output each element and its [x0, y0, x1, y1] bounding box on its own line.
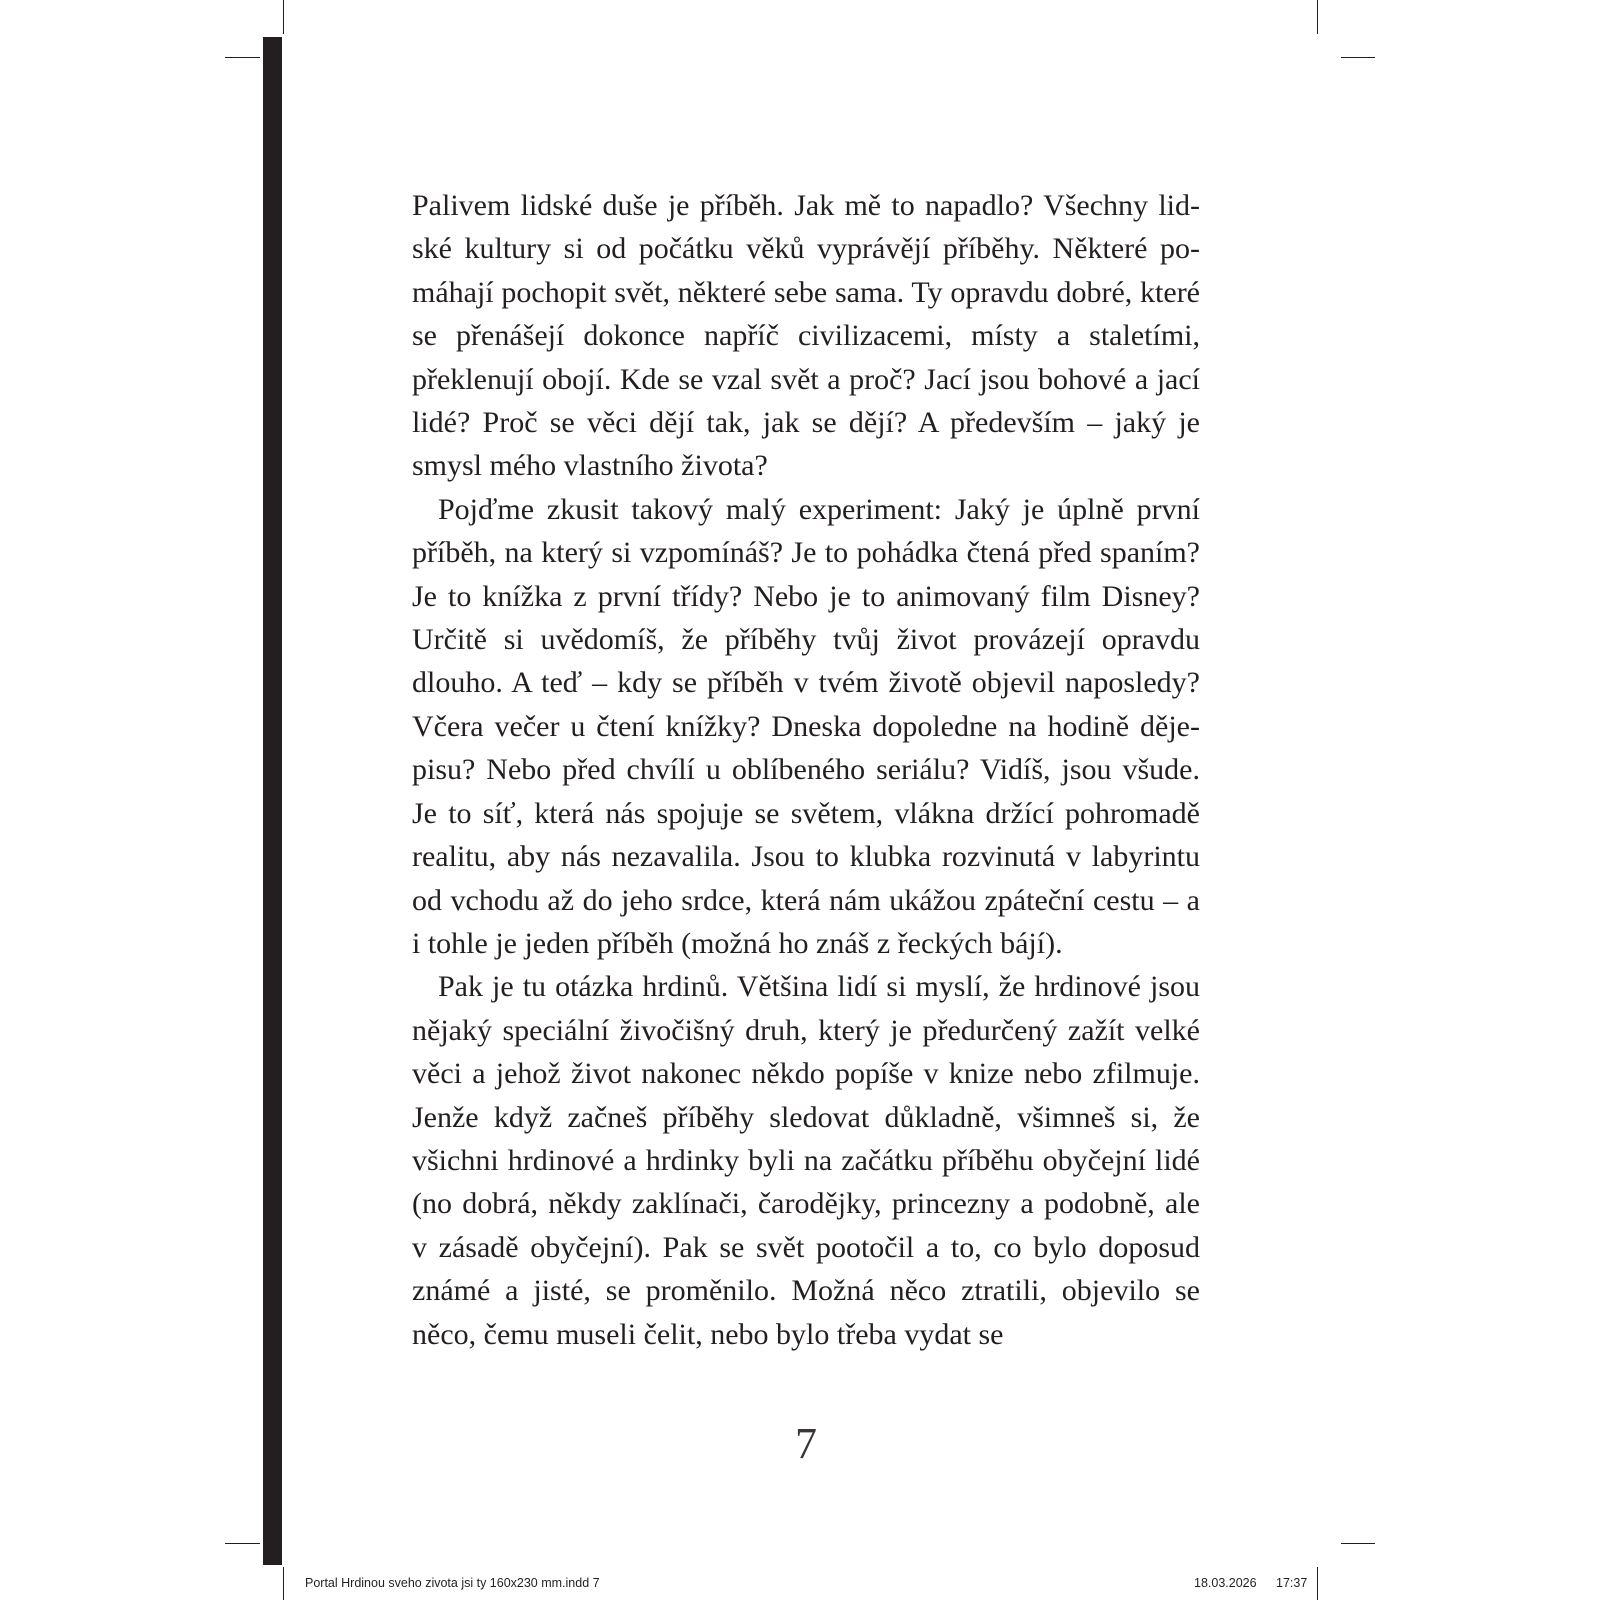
- body-text: [412, 184, 1200, 1356]
- crop-mark-top-left-vertical: [283, 0, 284, 34]
- paragraph-2: Pojďme zkusit takový malý experiment: Jaký je úplně první příběh, na který si vzpomínáš? Je to pohádka čtená před spaním? Je to knížka z první třídy? Nebo je to animovaný film Disney? Určitě si uvědomíš, že příběhy tvůj život provázejí opravdu dlouho. A teď – kdy se příběh v tvém životě objevil naposledy? Včera večer u čtení knížky? Dneska dopoledne na hodině dějepisu? Nebo před chvílí u oblíbeného seriálu? Vidíš, jsou všude. Je to síť, která nás spojuje se světem, vlákna držící pohromadě realitu, aby nás nezavalila. Jsou to klubka rozvinutá v labyrintu od vchodu až do jeho srdce, která nám ukážou zpáteční cestu – a i tohle je jeden příběh (možná ho znáš z řeckých bájí).: [412, 492, 1200, 960]
- slug-time: 17:37: [1276, 1576, 1308, 1590]
- crop-mark-bottom-left-vertical: [283, 1567, 284, 1600]
- crop-mark-top-right-vertical: [1317, 0, 1318, 34]
- slug-filename: Portal Hrdinou sveho zivota jsi ty 160x230 mm.indd 7: [305, 1576, 600, 1590]
- slug-date: 18.03.2026: [1194, 1576, 1257, 1590]
- paragraph-3: Pak je tu otázka hrdinů. Většina lidí si myslí, že hrdinové jsou nějaký speciální živočišný druh, který je předurčený zažít velké věci a jehož život nakonec někdo popíše v knize nebo zfilmuje. Jenže když začneš příběhy sledovat důkladně, všimneš si, že všichni hrdinové a hrdinky byli na začátku příběhu obyčejní lidé (no dobrá, někdy zaklínači, čarodějky, princezny a podobně, ale v zásadě obyčejní). Pak se svět pootočil a to, co bylo doposud známé a jisté, se proměnilo. Možná něco ztratili, objevilo se něco, čemu museli čelit, nebo bylo třeba vydat se: [412, 970, 1200, 1351]
- spine-bleed-bar: [263, 37, 282, 1565]
- crop-mark-top-left-horizontal: [225, 57, 260, 58]
- paragraph-1: Palivem lidské duše je příběh. Jak mě to napadlo? Všechny lidské kultury si od počátku věků vyprávějí příběhy. Některé pomáhají pochopit svět, některé sebe sama. Ty opravdu dobré, které se přenášejí dokonce napříč civilizacemi, místy a staletími, překlenují obojí. Kde se vzal svět a proč? Jací jsou bohové a jací lidé? Proč se věci dějí tak, jak se dějí? A především – jaký je smysl mého vlastního života?: [412, 189, 1200, 483]
- crop-mark-bottom-right-horizontal: [1341, 1543, 1375, 1544]
- page-number: 7: [795, 1419, 817, 1468]
- crop-mark-bottom-right-vertical: [1317, 1567, 1318, 1600]
- crop-mark-top-right-horizontal: [1341, 57, 1375, 58]
- crop-mark-bottom-left-horizontal: [225, 1543, 260, 1544]
